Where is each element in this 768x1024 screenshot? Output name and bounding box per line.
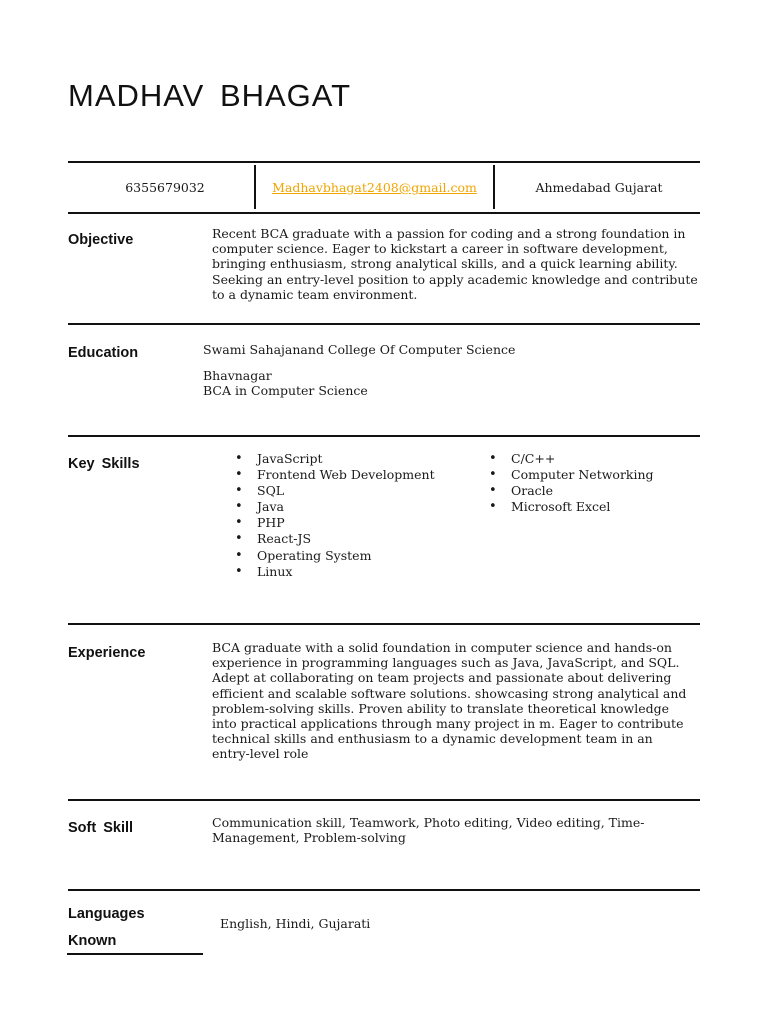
experience-heading: Experience (68, 645, 146, 661)
skill-item: • Oracle (489, 483, 689, 499)
skill-item: • Linux (235, 564, 465, 580)
contact-top-rule (68, 161, 700, 163)
education-college: Swami Sahajanand College Of Computer Science (203, 342, 516, 357)
skill-item: • C/C++ (489, 451, 689, 467)
contact-bottom-rule (68, 212, 700, 214)
objective-rule (68, 323, 700, 325)
skill-item: • Java (235, 499, 465, 515)
email-link[interactable]: Madhavbhagat2408@gmail.com (272, 180, 477, 195)
languages-rule (67, 953, 203, 955)
skill-item: • Operating System (235, 548, 465, 564)
skills-heading: Key Skills (68, 456, 140, 472)
candidate-name: MADHAV BHAGAT (68, 78, 352, 113)
education-heading: Education (68, 345, 139, 361)
objective-heading: Objective (68, 232, 134, 248)
experience-text: BCA graduate with a solid foundation in computer science and hands-on experience in programming languages such as Java, JavaScript, and SQL. Adept at collaborating on team projects and passionate about delivering efficient and scalable software solutions. showcasing strong analytical and problem-solving skills. Proven ability to translate theoretical knowledge into practical applications through many project in m. Eager to contribute technical skills and enthusiasm to a dynamic development team in an entry-level role (212, 640, 687, 762)
languages-text: English, Hindi, Gujarati (220, 916, 371, 931)
contact-divider-2 (493, 165, 495, 209)
soft-skill-rule (68, 889, 700, 891)
skill-item: • SQL (235, 483, 465, 499)
education-degree: BCA in Computer Science (203, 383, 368, 398)
skill-item: • JavaScript (235, 451, 465, 467)
languages-heading-line2: Known (68, 933, 117, 949)
skill-item: • PHP (235, 515, 465, 531)
education-rule (68, 435, 700, 437)
experience-rule (68, 799, 700, 801)
skill-item: • Microsoft Excel (489, 499, 689, 515)
skills-rule (68, 623, 700, 625)
skill-item: • Frontend Web Development (235, 467, 465, 483)
education-city: Bhavnagar (203, 368, 272, 383)
languages-heading-line1: Languages (68, 906, 145, 922)
skill-item: • Computer Networking (489, 467, 689, 483)
skills-list-right (489, 451, 689, 515)
skills-list-left (235, 451, 465, 580)
skill-item: • React-JS (235, 531, 465, 547)
phone-number: 6355679032 (125, 180, 205, 195)
soft-skill-heading: Soft Skill (68, 820, 134, 836)
objective-text: Recent BCA graduate with a passion for coding and a strong foundation in computer science. Eager to kickstart a career in software development, bringing enthusiasm, strong analytical skills, and a quick learning ability. Seeking an entry-level position to apply academic knowledge and contribute to a dynamic team environment. (212, 226, 698, 302)
soft-skill-text: Communication skill, Teamwork, Photo editing, Video editing, Time-Management, Problem-solving (212, 815, 645, 846)
location: Ahmedabad Gujarat (535, 180, 663, 195)
